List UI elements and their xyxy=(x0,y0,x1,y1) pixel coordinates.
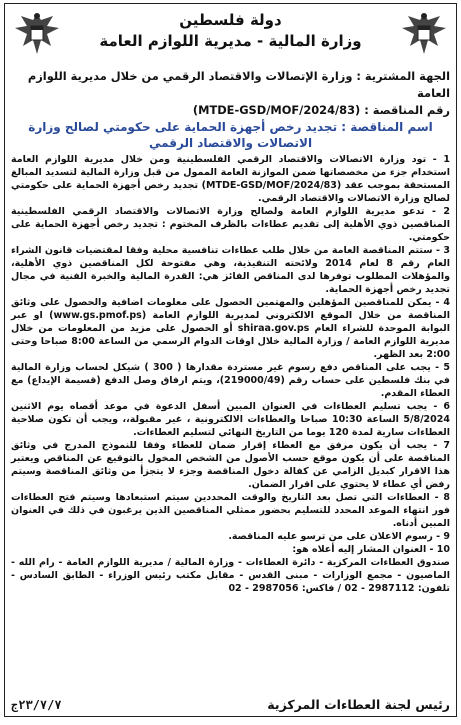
state-name: دولة فلسطين xyxy=(179,11,282,29)
tender-number: رقم المناقصة : (MTDE-GSD/MOF/2024/83) xyxy=(192,103,450,117)
tender-title: اسم المناقصة : تجديد رخص أجهزة الحماية على حكومتي لصالح وزارة الاتصالات والاقتصاد الرقمي xyxy=(28,120,433,150)
ministry-name: وزارة المالية - مديرية اللوازم العامة xyxy=(99,32,362,50)
clause-7: 7 - يجب أن يكون مرفق مع العطاء إقرار ضمان للعطاء وفقا للنموذج المدرج في وثائق المناقصة على أن يكون موقع حسب الأصول من الشخص المخول بالتوقيع عن المناقص ويعتبر هذا الاقرار كبديل الزامي عن كفالة دخول المناقصة وجزء لا يتجزأ من وثائق المناقصة وسيتم رفض أي عطاء لا يحتوي على اقرار الضمان. xyxy=(11,440,450,490)
notice-header xyxy=(5,4,456,68)
notice-footer xyxy=(11,690,450,712)
tender-notice xyxy=(4,3,457,717)
address-block: صندوق العطاءات المركزية - دائرة العطاءات - وزارة المالية / مديرية اللوازم العامة - رام الله - الماصيون - مجمع الوزارات - مبنى القدس - مقابل مكتب رئيس الوزراء - الطابق السادس - تلفون: 2987112 - 02 / فاكس: 2987056 - 02 xyxy=(11,557,450,594)
clause-6: 6 - يجب تسليم العطاءات في العنوان المبين أسفل الدعوة في موعد أقصاه يوم الاثنين 5/8/2024 الساعة 10:30 صباحا والعطاءات الالكترونية ، غير مقبولة،، ويجب أن تكون صلاحية العطاءات سارية لمدة 120 يوما من التاريخ النهائي لتسليم العطاءات. xyxy=(11,401,450,438)
tender-clauses xyxy=(5,151,456,595)
tender-meta xyxy=(5,68,456,119)
purchaser-line: الجهة المشترية : وزارة الإتصالات والاقتصاد الرقمي من خلال مديرية اللوازم العامة xyxy=(27,69,450,100)
clause-8: 8 - العطاءات التي تصل بعد التاريخ والوقت المحددين سيتم استبعادها وسيتم فتح العطاءات فور انتهاء الموعد المحدد للتسليم بحضور ممثلي المناقصين الذين يرغبون في ذلك في العنوان المبين أدناه. xyxy=(11,492,450,529)
clause-10: 10 - العنوان المشار إليه أعلاه هو: xyxy=(292,544,450,555)
clause-1: 1 - تود وزارة الاتصالات والاقتصاد الرقمي الفلسطينية ومن خلال مديرية اللوازم العامة استخدام جزء من مخصصاتها ضمن الموازنة العامة الممول من قبل وزارة المالية لتسديد المبالغ المستحقة بموجب عقد (MTDE-GSD/MOF/2024/83) تجديد رخص أجهزة الحماية على حكومتي لصالح وزارة الاتصالات والاقتصاد الرقمي. xyxy=(11,154,450,204)
clause-9: 9 - رسوم الاعلان على من ترسو عليه المناقصة. xyxy=(228,531,450,542)
clause-5: 5 - يجب على المناقص دفع رسوم غير مستردة مقدارها ( 300 ) شيكل لحساب وزارة المالية في بنك فلسطين على حساب رقم (219000/49)، ويتم ارفاق وصل الدفع (قسيمة الإيداع) مع العطاء المقدم. xyxy=(11,362,450,399)
clause-3: 3 - ستتم المناقصة العامة من خلال طلب عطاءات تنافسية محلية وفقا لمقتضيات قانون الشراء العام رقم 8 لعام 2014 ولائحته التنفيذية، وهي مفتوحة لكل المناقصين ذوي الأهلية، والمؤهلات المطلوب توفرها لدى المناقص الفائز هي: القدرة المالية والخبرة الفنية في مجال تجديد رخص أجهزة الحماية. xyxy=(11,245,450,295)
publication-date: ٢٣/٧/٧ج xyxy=(11,698,62,712)
signer: رئيس لجنة العطاءات المركزية xyxy=(267,697,450,712)
clause-2: 2 - تدعو مديرية اللوازم العامة ولصالح وزارة الاتصالات والاقتصاد الرقمي الفلسطينية المناقصين ذوي الأهلية إلى تقديم عطاءات بالظرف المختوم : تجديد رخص أجهزة الحماية على حكومتي. xyxy=(11,206,450,243)
palestine-eagle-emblem-icon xyxy=(11,8,63,60)
palestine-eagle-emblem-icon xyxy=(398,8,450,60)
clause-4: 4 - يمكن للمناقصين المؤهلين والمهتمين الحصول على معلومات اضافية والحصول على وثائق المناقصة من خلال الموقع الالكتروني لمديرية اللوازم العامة (www.gs.pmof.ps) او عبر البوابة الموحدة للشراء العام shiraa.gov.ps أو الحصول على مزيد من المعلومات من خلال مديرية اللوازم العامة / وزارة المالية خلال اوقات الدوام الرسمي من الساعة 8:00 صباحا وحتى 2:00 بعد الظهر. xyxy=(11,297,450,360)
